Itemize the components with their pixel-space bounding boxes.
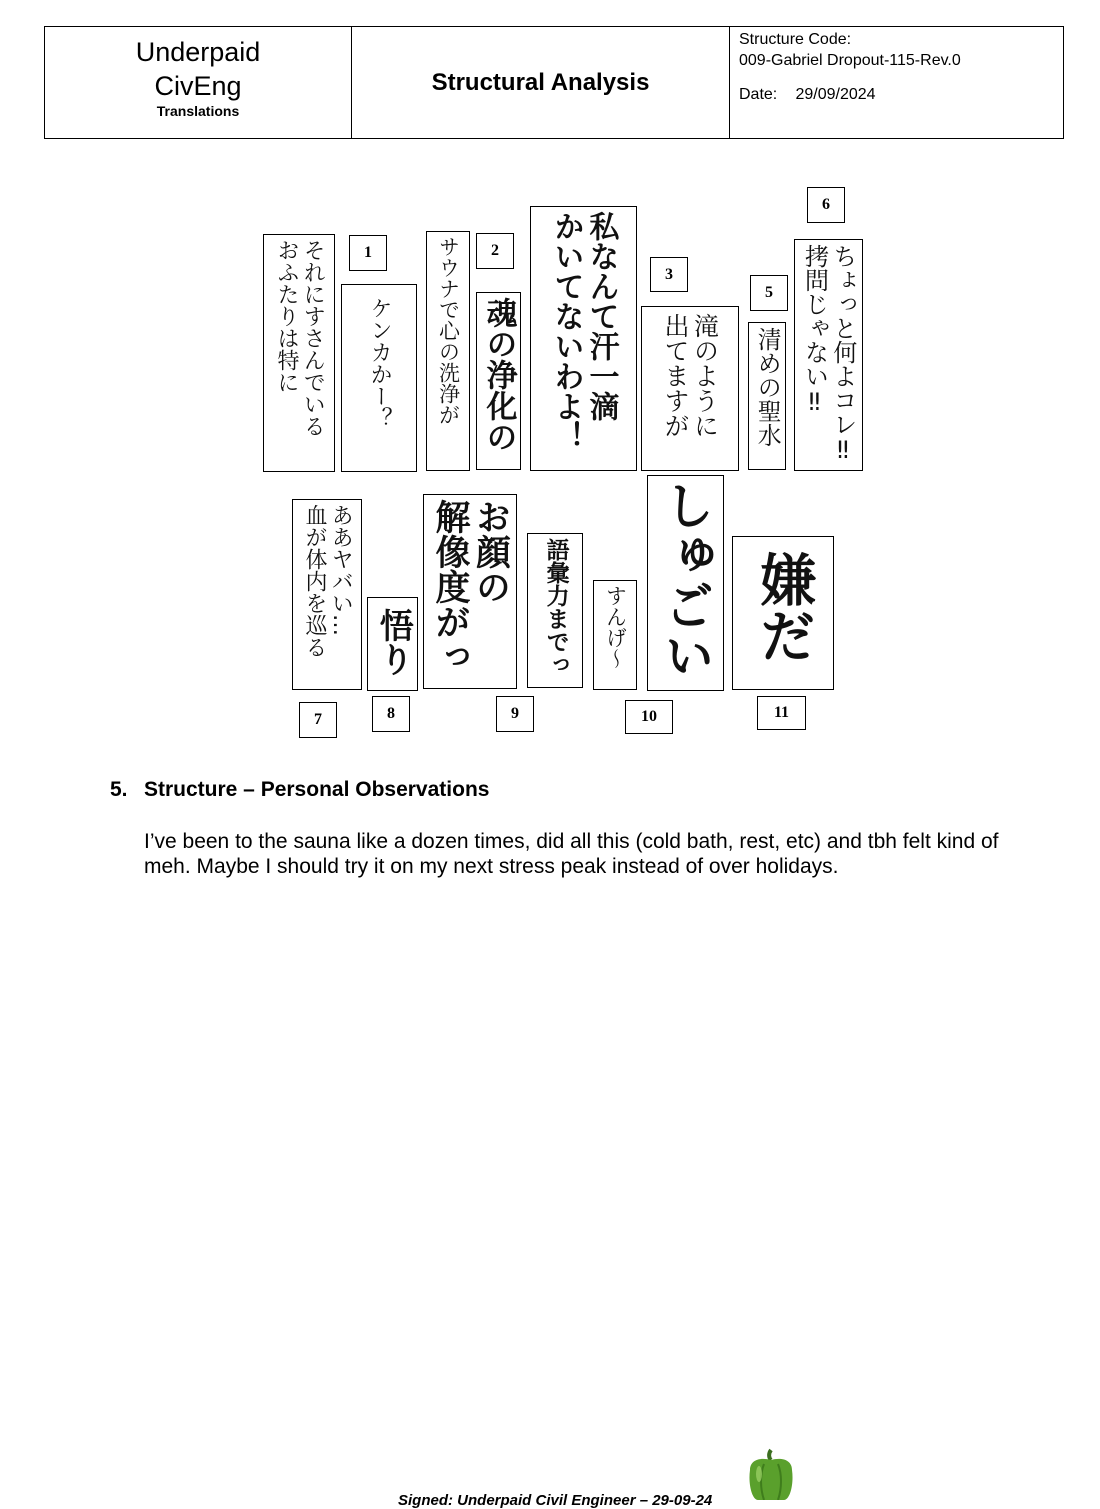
structure-code: 009-Gabriel Dropout-115-Rev.0 [739,52,961,69]
bubble-watashi-nante [530,206,637,471]
bubble-shugoi [647,475,724,691]
bubble-text-col: 語彙力までっ [542,538,569,676]
bubble-sore-ni-susande [263,234,335,472]
bubble-iyada [732,536,834,690]
bubble-text-col: 拷問じゃない‼ [800,244,829,416]
label-10: 10 [625,700,673,734]
bubble-text-col: 私なんて汗一滴 [583,211,619,421]
date-value: 29/09/2024 [795,86,876,103]
section-body: I’ve been to the sauna like a dozen times, did all this (cold bath, rest, etc) and tbh felt kind of meh. Maybe I should try it on my next stress peak instead of over holidays. [144,830,999,878]
bubble-goiryoku [527,533,583,688]
bubble-sauna [426,231,470,471]
bubble-text-col: お顔の [470,499,511,604]
green-pepper-icon [744,1448,798,1500]
bubble-text-col: すんげ〜 [603,585,628,669]
section-heading [110,778,489,802]
org-name-line2: CivEng [154,71,242,101]
section-number: 5. [110,778,128,801]
bubble-text-col: 清めの聖水 [753,327,782,447]
bubble-text-col: 血が体内を巡る [302,504,327,658]
title-cell [352,27,730,138]
label-5: 5 [750,275,788,311]
org-subtitle: Translations [156,103,240,119]
bubble-tamashii [476,292,521,470]
label-3: 3 [650,257,688,292]
bubble-okao [423,494,517,689]
org-cell [45,27,352,138]
label-2: 2 [476,233,514,269]
bubble-text-col: サウナで心の洗浄が [436,236,461,425]
bubble-text-col: 解像度がっ [430,499,470,674]
bubble-text-col: かいてないわよ！ [548,211,584,451]
date-label: Date: [739,86,778,103]
label-7: 7 [299,702,337,738]
bubble-text-col: 嫌だ [751,551,816,663]
document-header [44,26,1064,139]
section-title: Structure – Personal Observations [144,778,490,801]
structure-code-label: Structure Code: [739,31,852,48]
bubble-aa-yabai [292,499,362,690]
bubble-chotto [794,239,863,471]
bubble-kenka [341,284,417,472]
label-1: 1 [349,235,387,271]
bubble-text-col: しゅごい [656,480,715,680]
label-8: 8 [372,696,410,732]
org-name-line1: Underpaid [135,37,261,67]
bubble-text-col: それにすさんでいる [300,239,326,437]
document-title: Structural Analysis [431,68,650,96]
date-row [739,84,1063,105]
bubble-text-col: 悟り [373,608,414,676]
bubble-taki-no-you [641,306,739,471]
bubble-text-col: ああヤバい… [328,504,354,636]
bubble-text-col: ちょっと何よコレ‼ [828,244,857,464]
bubble-text-col: おふたりは特に [274,239,299,393]
label-6: 6 [807,187,845,223]
label-9: 9 [496,696,534,732]
signature-line: Signed: Underpaid Civil Engineer – 29-09-24 [398,1492,713,1509]
bubble-kiyome [748,322,786,470]
bubble-satori [367,597,418,691]
bubble-text-col: 滝のように [690,313,720,438]
bubble-text-col: 出てますが [661,313,690,438]
meta-cell [730,27,1063,138]
bubble-text-col: ケンカかー？ [367,297,393,429]
bubble-sunge [593,580,637,690]
label-11: 11 [757,696,806,730]
bubble-text-col: 魂の浄化の [480,297,517,452]
